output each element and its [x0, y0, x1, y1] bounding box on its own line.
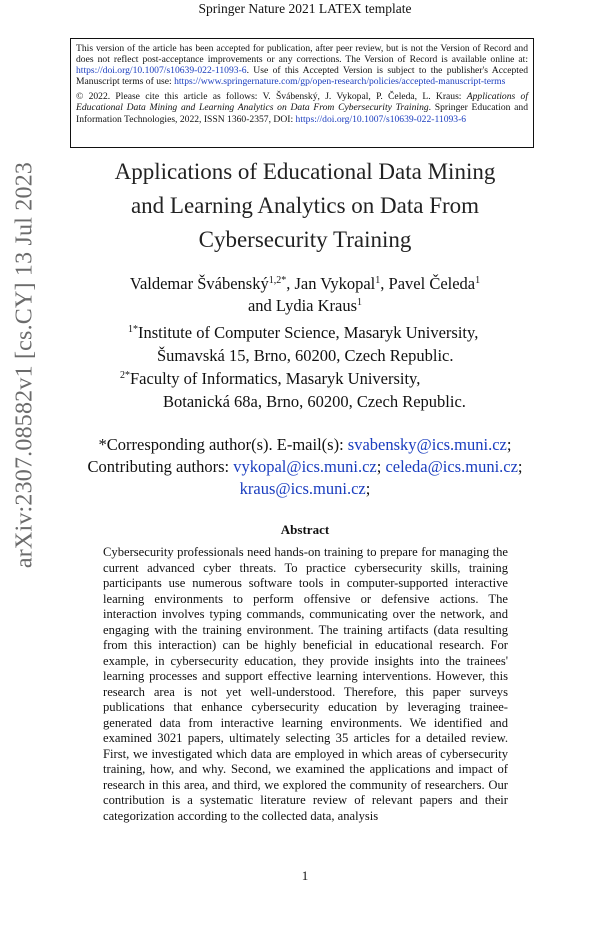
- affiliation-1-address: Šumavská 15, Brno, 60200, Czech Republic.: [157, 346, 454, 365]
- author-name: , Pavel Čeleda: [380, 274, 476, 293]
- affiliation-2: $^{2*}$Faculty of Informatics, Masaryk University,: [120, 369, 421, 388]
- author-superscript: 1,2*: [268, 275, 287, 286]
- author-line-1: [60, 273, 550, 295]
- title-line: and Learning Analytics on Data From: [130, 193, 480, 218]
- abstract-text: Cybersecurity professionals need hands-on training to prepare for managing the current advanced cyber threats. To practice cybersecurity skills, training participants use numerous software tools in computer-supported interactive learning environments to perform offensive or defensive actions. The interaction involves typing commands, communicating over the network, and engaging with the training environment. The training artifacts (data resulting from this interaction) can be highly beneficial in educational research. For example, in cybersecurity education, they provide insights into the trainees' learning processes and support effective learning interventions. However, this research area is not yet well-understood. Therefore, this paper surveys publications that enhance cybersecurity education by leveraging trainee-generated data from interactive learning environments. We identified and examined 3021 papers, ultimately selecting 35 articles for a detailed review. First, we investigated which data are employed in which areas of cybersecurity training, how, and why. Second, we examined the applications and impact of research in this area, and third, we explored the community of researchers. Our contribution is a systematic literature review of relevant papers and their categorization according to the collected data, analysis: [103, 545, 508, 823]
- author-name: and Lydia Kraus: [247, 296, 358, 315]
- manuscript-terms-link[interactable]: https://www.springernature.com/gp/open-research/policies/accepted-manuscript-terms: [174, 76, 506, 88]
- cite-title: Applications of Educational Data Mining and Learning Analytics on Data From Cybersecurity Training: [76, 91, 528, 114]
- author-name: , Jan Vykopal: [286, 274, 376, 293]
- page-number: 1: [301, 868, 309, 883]
- affiliation-1: $^{1*}$Institute of Computer Science, Masaryk University,: [128, 323, 479, 342]
- arxiv-stamp-text: arXiv:2307.08582v1 [cs.CY] 13 Jul 2023: [11, 161, 38, 569]
- author-list: [60, 273, 550, 317]
- author-superscript: 1: [357, 297, 363, 308]
- version-of-record-link[interactable]: https://doi.org/10.1007/s10639-022-11093-6: [76, 65, 247, 77]
- author-name: Valdemar Švábenský: [129, 274, 269, 293]
- contributing-authors-cont: kraus@ics.muni.cz;: [239, 479, 371, 498]
- notice-paragraph-2: © 2022. Please cite this article as follows: V. Švábenský, J. Vykopal, P. Čeleda, L. Kraus: Applications of Educational Data Mining and Learning Analytics on Data From Cybersecurity Training. Springer Education and Information Technologies, 2022, ISSN 1360-2357, DOI: https://doi.org/10.1007/s10639-022-11093-6: [76, 91, 529, 125]
- corresponding-email-link[interactable]: svabensky@ics.muni.cz: [347, 435, 507, 454]
- abstract-body: [103, 545, 508, 824]
- affiliations: [100, 321, 520, 413]
- author-superscript: 1: [475, 275, 481, 286]
- contact-info: [60, 434, 550, 500]
- affiliation-2-address: Botanická 68a, Brno, 60200, Czech Republic.: [163, 392, 466, 411]
- title-line: Cybersecurity Training: [198, 227, 412, 252]
- paper-title: [60, 155, 550, 257]
- author-line-2: [60, 295, 550, 317]
- accepted-version-notice: [70, 38, 534, 148]
- abstract-heading: Abstract: [280, 522, 330, 537]
- contributing-authors: Contributing authors: vykopal@ics.muni.cz; celeda@ics.muni.cz;: [87, 457, 523, 476]
- doi-link[interactable]: https://doi.org/10.1007/s10639-022-11093-6: [295, 113, 467, 125]
- contributing-email-link[interactable]: kraus@ics.muni.cz: [239, 479, 366, 498]
- notice-paragraph-1: This version of the article has been accepted for publication, after peer review, but is not the Version of Record and does not reflect post-acceptance improvements or any corrections. The Version of Record is available online at: https://doi.org/10.1007/s10639-022-11093-6. Use of this Accepted Version is subject to the publisher's Accepted Manuscript terms of use: https://www.springernature.com/gp/open-research/policies/accepted-manuscript-terms: [76, 43, 528, 88]
- contributing-email-link[interactable]: celeda@ics.muni.cz: [385, 457, 518, 476]
- running-head: Springer Nature 2021 LATEX template: [198, 1, 412, 16]
- corresponding-author: *Corresponding author(s). E-mail(s): svabensky@ics.muni.cz;: [98, 435, 512, 454]
- contributing-email-link[interactable]: vykopal@ics.muni.cz: [233, 457, 377, 476]
- author-superscript: 1: [375, 275, 381, 286]
- arxiv-stamp: [10, 125, 40, 605]
- title-line: Applications of Educational Data Mining: [114, 159, 496, 184]
